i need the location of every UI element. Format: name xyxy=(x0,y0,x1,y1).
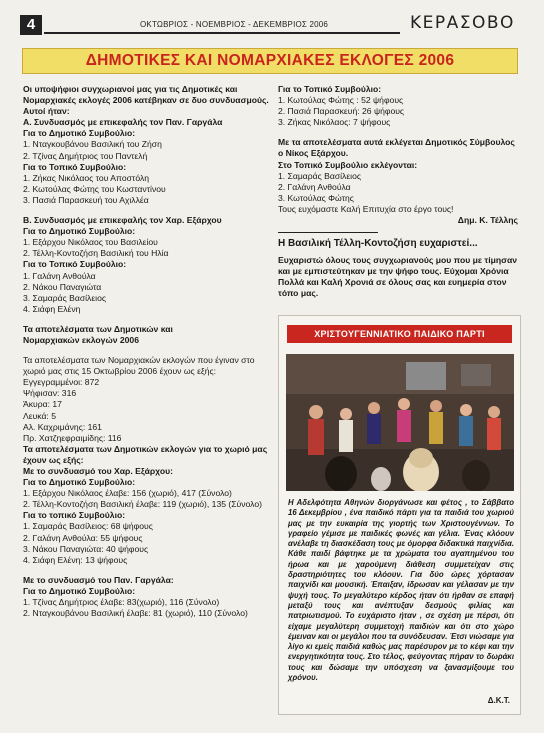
list-item: 1. Κωτούλας Φώτης : 52 ψήφους xyxy=(278,95,404,106)
combo-b-local-label: Για το Τοπικό Συμβούλιο: xyxy=(23,259,127,270)
party-photo xyxy=(286,354,514,491)
combo-a-local-label: Για το Τοπικό Συμβούλιο: xyxy=(23,161,127,172)
right-column xyxy=(278,84,518,316)
list-item: 2. Τζίνας Δημήτριος του Παντελή xyxy=(23,150,148,161)
res-a-local-label: Για το Τοπικό Συμβούλιο: xyxy=(278,84,382,94)
newspaper-brand: ΚΕΡΑΣΟΒΟ xyxy=(410,13,515,33)
party-text: Η Αδελφότητα Αθηνών διοργάνωσε και φέτος , το Σάββατο 16 Δεκεμβρίου , ένα παιδικό πάρτι για τα παιδιά του χωριού μας με την ευκαιρία της γιορτής των Χριστουγέννων. Το γραφείο γέμισε με παιδικές φωνές και γέλια. Ένας κλόουν ανέλαβε τη διασκέδαση τους με όμορφα διδακτικά παιχνίδια. Κάθε παιδί βάφτηκε με τα χρώματα του αγαπημένου του ήρωα και με χαρούμενη διάθεση συμμετείχαν στις δραστηριότητες του κλόουν. Για δύο ώρες χόρτασαν παιχνίδι και μουσική. Έπαιξαν, ίδρωσαν και γέλασαν με την ψυχή τους. Το μεγαλύτερο κέρδος ήταν ότι ήρθαν σε επαφή μεταξύ τους και ανέπτυξαν δεσμούς φιλίας και πατριωτισμού. Το ευχάριστο ήταν , σε σχέση με πέρσι, ότι είχαμε μεγαλύτερη συμμετοχή παιδιών και ότι στο χώρο έμειναν και οι μεγάλοι που τα συνόδευσαν. Έτσι νιώσαμε για λίγο κι εμείς παιδιά καθώς μας παρέσυρον με το κέφι και την ενεργητικότητα τους. Στο τέλος, φεύγοντας πήραν το δωράκι τους και δώσαμε την υπόσχεση να ξανασμίξουμε του χρόνου. xyxy=(288,498,514,683)
party-title: ΧΡΙΣΤΟΥΓΕΝΝΙΑΤΙΚΟ ΠΑΙΔΙΚΟ ΠΑΡΤΙ xyxy=(314,329,485,339)
list-item: 2. Νάκου Παναγιώτα xyxy=(23,281,102,292)
left-column xyxy=(23,84,273,716)
elected-text: Με τα αποτελέσματα αυτά εκλέγεται Δημοτικός Σύμβουλος ο Νίκος Εξάρχου. xyxy=(278,137,515,159)
res-b-local-label: Για το τοπικό Συμβούλιο: xyxy=(23,510,126,521)
list-item: 1. Γαλάνη Ανθούλα xyxy=(23,270,96,281)
list-item: 4. Σιάφη Ελένη xyxy=(23,303,81,314)
list-item: 3. Νάκου Παναγιώτα: 40 ψήφους xyxy=(23,543,149,554)
prefectural-intro: Τα αποτελέσματα των Νομαρχιακών εκλογών που έγιναν στο χωριό μας στις 15 Οκτωβρίου 2006 έχουν ως εξής: xyxy=(23,355,255,377)
res-b-municipal-label: Για το Δημοτικό Συμβούλιο: xyxy=(23,477,136,488)
thanks-heading: Η Βασιλική Τέλλη-Κοντοζήση ευχαριστεί... xyxy=(278,238,478,250)
list-item: Λευκά: 5 xyxy=(23,410,56,421)
list-item: Ψήφισαν: 316 xyxy=(23,388,77,399)
combo-b-heading: Β. Συνδυασμός με επικεφαλής τον Χαρ. Εξάρχου xyxy=(23,215,222,226)
list-item: Αλ. Καχριμάνης: 161 xyxy=(23,421,102,432)
header-rule xyxy=(44,32,400,34)
article-title-banner xyxy=(22,48,518,74)
article-signature: Δημ. Κ. Τέλλης xyxy=(457,215,518,226)
list-item: 3. Πασιά Παρασκευή του Αχιλλέα xyxy=(23,194,149,205)
municipal-results-heading: Τα αποτελέσματα των Δημοτικών εκλογών για το χωριό μας έχουν ως εξής: xyxy=(23,443,268,465)
list-item: 1. Εξάρχου Νικόλαος έλαβε: 156 (χωριό), 417 (Σύνολο) xyxy=(23,488,232,499)
list-item: Πρ. Χατζηεφραιμίδης: 116 xyxy=(23,432,122,443)
list-item: 4. Σιάφη Ελένη: 13 ψήφους xyxy=(23,554,128,565)
party-signature: Δ.Κ.Τ. xyxy=(487,696,510,705)
list-item: 1. Τζίνας Δημήτριος έλαβε: 83(χωριό), 116 (Σύνολο) xyxy=(23,597,220,608)
party-title-bar xyxy=(287,325,512,343)
list-item: Εγγεγραμμένοι: 872 xyxy=(23,377,100,388)
list-item: 2. Τέλλη-Κοντοζήση Βασιλική του Ηλία xyxy=(23,248,169,259)
list-item: 2. Νταγκουβάνου Βασιλική έλαβε: 81 (χωριό), 110 (Σύνολο) xyxy=(23,608,248,619)
issue-date: ΟΚΤΩΒΡΙΟΣ - ΝΟΕΜΒΡΙΟΣ - ΔΕΚΕΜΒΡΙΟΣ 2006 xyxy=(140,20,329,29)
page-number: 4 xyxy=(20,15,42,35)
res-a-heading: Με το συνδυασμό του Παν. Γαργάλα: xyxy=(23,574,174,585)
list-item: 2. Γαλάνη Ανθούλα: 55 ψήφους xyxy=(23,532,143,543)
thanks-body: Ευχαριστώ όλους τους συγχωριανούς μου που με τίμησαν και με εμπιστεύτηκαν με την ψήφο τους. Εύχομαι Χρόνια Πολλά και Καλή Χρονιά σε όλους σας και ευημερία στον τόπο μας. xyxy=(278,255,518,299)
list-item: 3. Σαμαράς Βασίλειος xyxy=(23,292,107,303)
list-item: 2. Τέλλη-Κοντοζήση Βασιλική έλαβε: 119 (χωριό), 135 (Σύνολο) xyxy=(23,499,262,510)
res-a-municipal-label: Για το Δημοτικό Συμβούλιο: xyxy=(23,585,136,596)
list-item: 1. Σαμαράς Βασίλειος: 68 ψήφους xyxy=(23,521,153,532)
list-item: Άκυρα: 17 xyxy=(23,399,62,410)
list-item: 2. Πασιά Παρασκευή: 26 ψήφους xyxy=(278,106,405,117)
intro-text: Οι υποψήφιοι συγχωριανοί μας για τις Δημοτικές και Νομαρχιακές εκλογές 2006 κατέβηκαν σε δυο συνδυασμούς. Αυτοί ήταν: xyxy=(23,84,269,117)
combo-b-municipal-label: Για το Δημοτικό Συμβούλιο: xyxy=(23,226,136,237)
combo-a-municipal-label: Για το Δημοτικό Συμβούλιο: xyxy=(23,128,136,139)
list-item: 3. Κωτούλας Φώτης xyxy=(278,192,354,203)
article-title: ΔΗΜΟΤΙΚΕΣ ΚΑΙ ΝΟΜΑΡΧΙΑΚΕΣ ΕΚΛΟΓΕΣ 2006 xyxy=(85,52,455,69)
results-heading: Τα αποτελέσματα των Δημοτικών και Νομαρχιακών εκλογών 2006 xyxy=(23,323,173,345)
list-item: 1. Σαμαράς Βασίλειος xyxy=(278,170,362,181)
combo-a-heading: Α. Συνδυασμός με επικεφαλής τον Παν. Γαργάλα xyxy=(23,117,223,128)
list-item: 1. Νταγκουβάνου Βασιλική του Ζήση xyxy=(23,139,162,150)
res-b-heading: Με το συνδυασμό του Χαρ. Εξάρχου: xyxy=(23,466,173,476)
list-item: 2. Κωτούλας Φώτης του Κωσταντίνου xyxy=(23,183,166,194)
list-item: 1. Ζήκας Νικόλαος του Αποστόλη xyxy=(23,172,150,183)
wish-text: Τους ευχόμαστε Καλή Επιτυχία στο έργο τους! xyxy=(278,203,454,214)
party-photo-illustration xyxy=(286,354,514,491)
party-article-box xyxy=(278,315,521,715)
list-item: 1. Εξάρχου Νικόλαος του Βασιλείου xyxy=(23,237,158,248)
list-item: 3. Ζήκας Νικόλαος: 7 ψήφους xyxy=(278,117,391,128)
elected-local-label: Στο Τοπικό Συμβούλιο εκλέγονται: xyxy=(278,159,418,170)
list-item: 2. Γαλάνη Ανθούλα xyxy=(278,181,351,192)
section-divider xyxy=(278,232,378,233)
